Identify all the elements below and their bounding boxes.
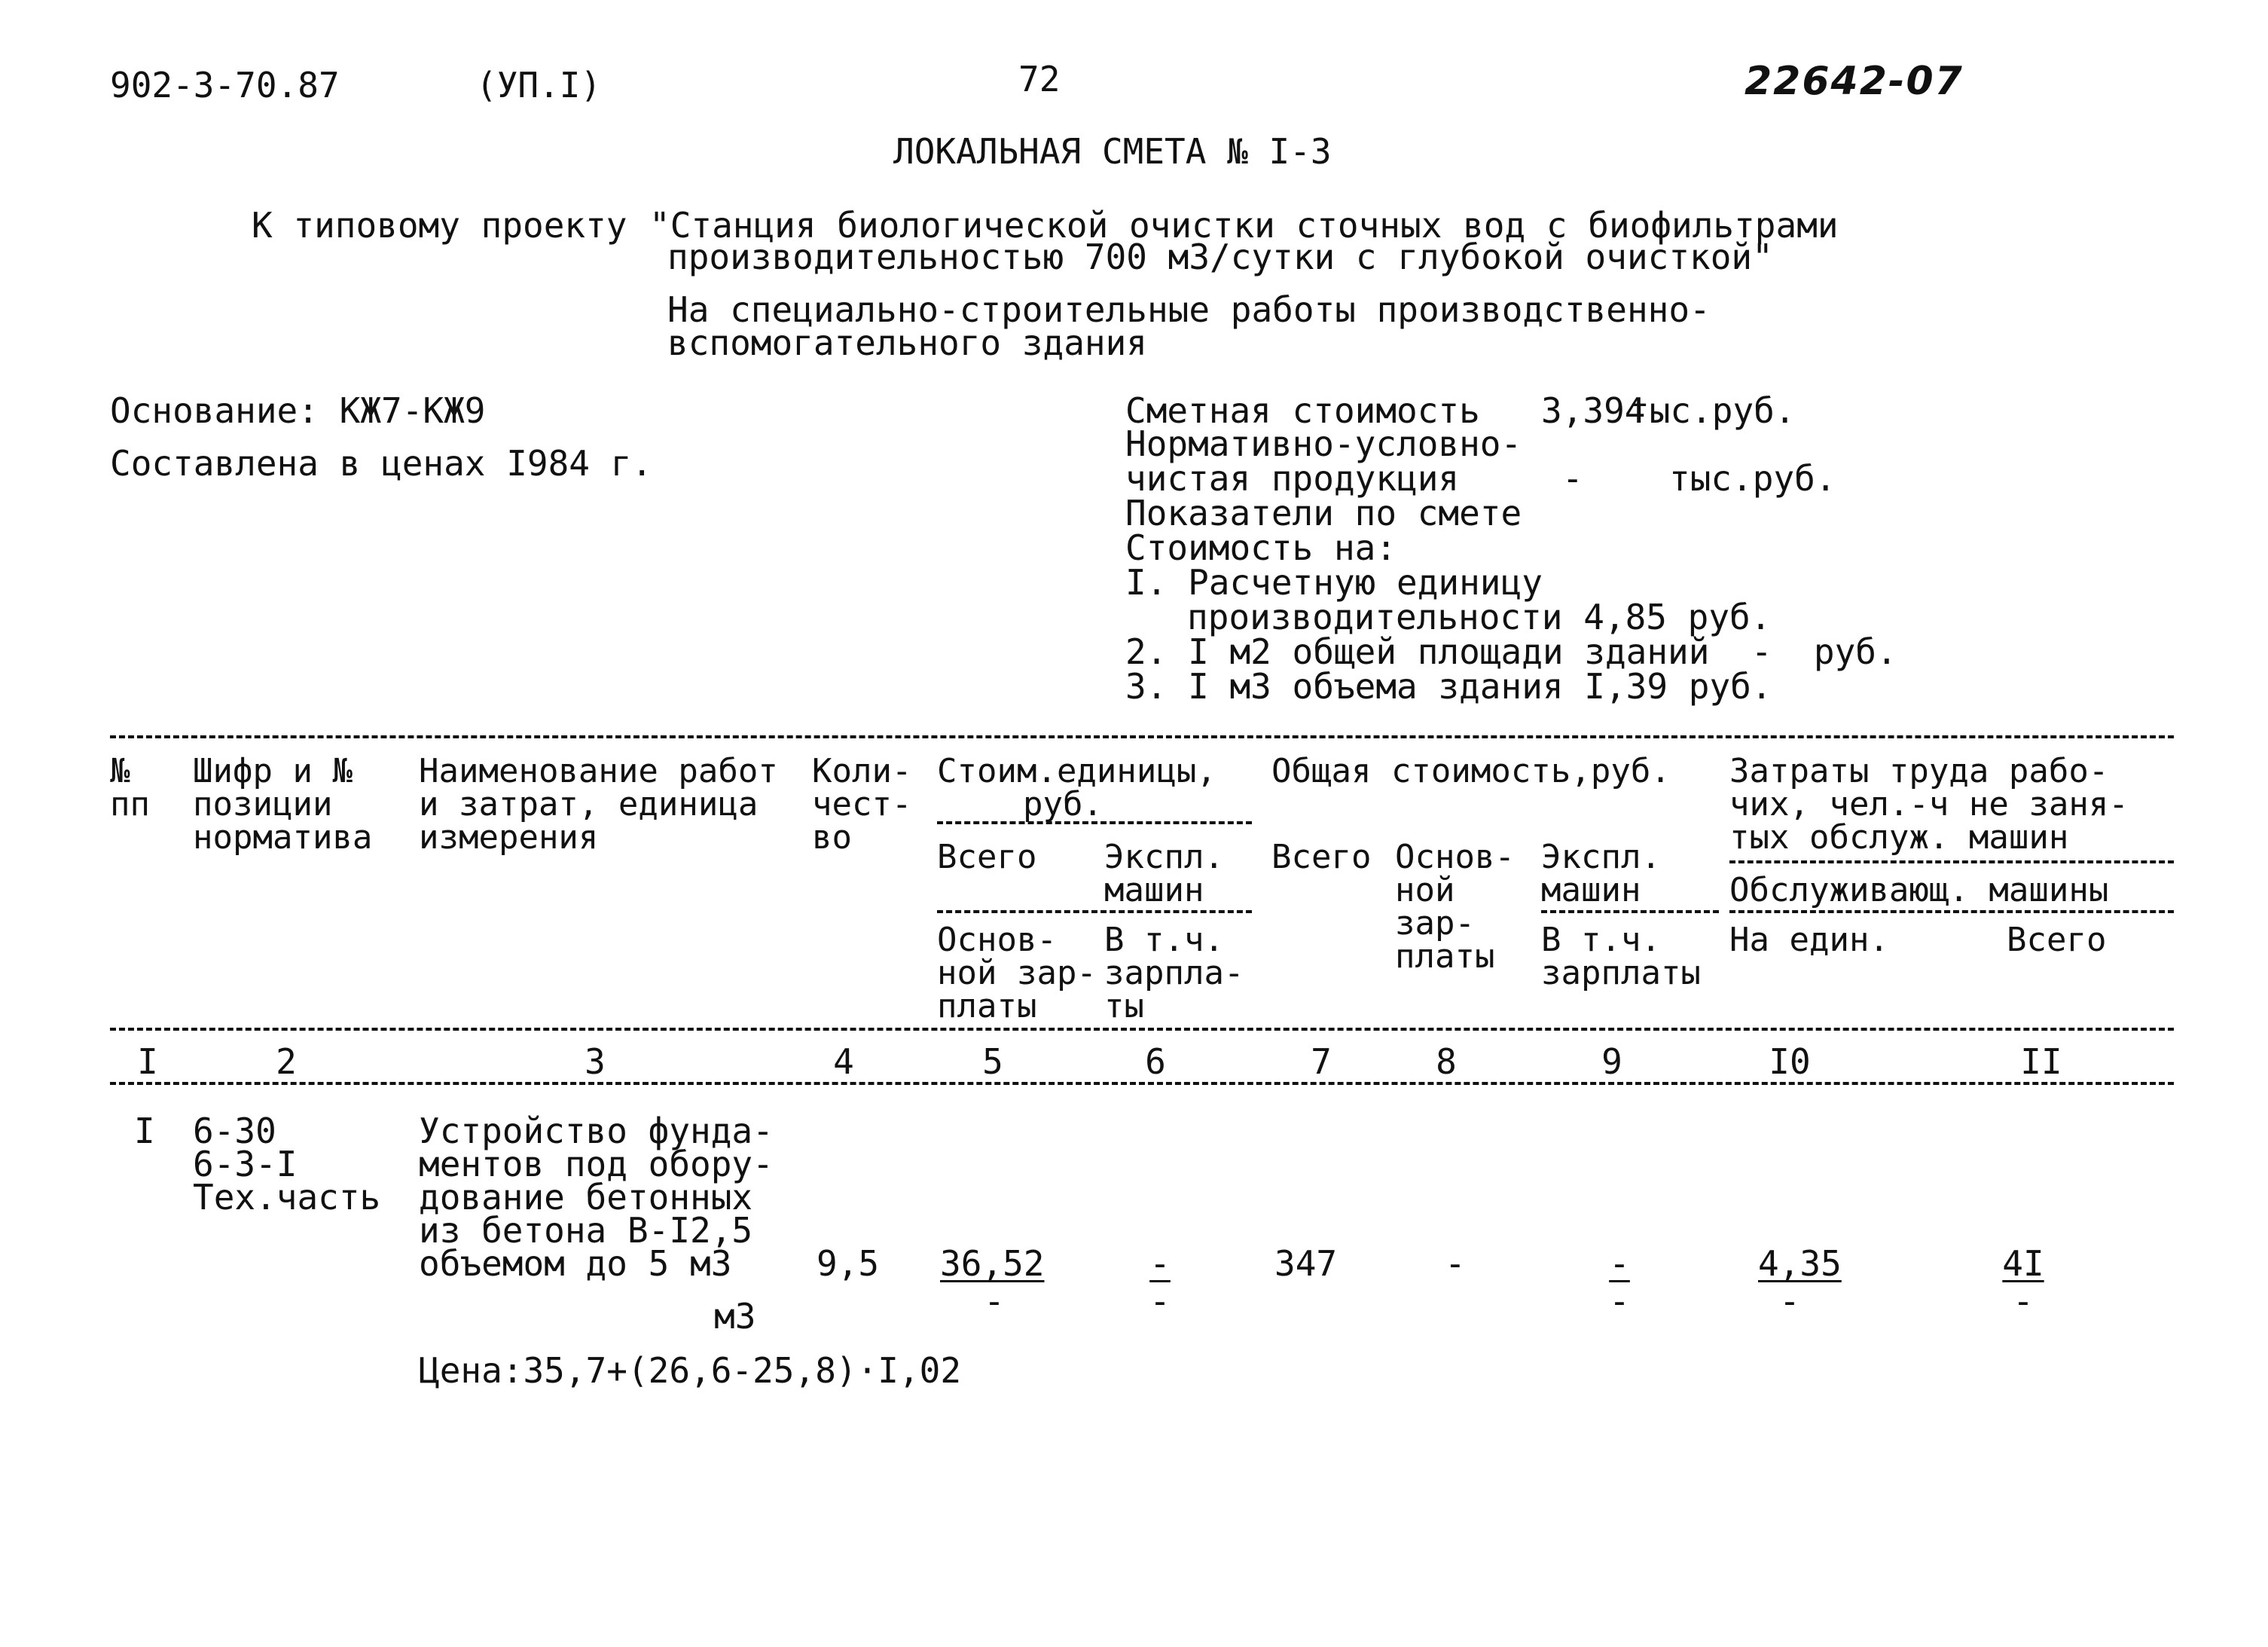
header-c6-bottom-1: В т.ч. (1104, 921, 1224, 959)
net-product-value: - (1562, 458, 1583, 499)
net-product-label-1: Нормативно-условно- (1125, 423, 1522, 464)
table-top-rule (110, 735, 2174, 738)
header-name-1: Наименование работ (419, 752, 778, 790)
header-qty-3: во (812, 818, 852, 857)
header-c10: На един. (1729, 921, 1889, 959)
header-c8-1: Основ- (1395, 838, 1515, 876)
row-name-5: объемом до 5 м3 (419, 1243, 732, 1284)
header-c6-bottom-2: зарпла- (1104, 954, 1244, 992)
header-name-3: измерения (419, 818, 599, 857)
row-price-formula: Цена:35,7+(26,6-25,8)·I,02 (419, 1350, 962, 1391)
header-c9-bottom-2: зарплаты (1541, 954, 1701, 992)
basis-drawings: Основание: КЖ7-КЖ9 (110, 390, 486, 431)
header-code-3: норматива (193, 818, 373, 857)
row-labor-per-unit-sub: - (1779, 1281, 1800, 1322)
col-number-5: 5 (982, 1041, 1003, 1082)
col-number-2: 2 (276, 1041, 297, 1082)
col-number-9: 9 (1601, 1041, 1622, 1082)
header-unit-cost-2: руб. (1023, 785, 1103, 824)
estimated-cost-value: 3,394 (1541, 390, 1646, 431)
row-code-2: 6-3-I (193, 1144, 298, 1184)
row-name-1: Устройство фунда- (419, 1111, 774, 1151)
serving-rule (1729, 910, 2174, 913)
row-name-4: из бетона В-I2,5 (419, 1210, 753, 1251)
row-labor-total-sub: - (2013, 1281, 2034, 1322)
total-cost-split-rule (1541, 910, 1719, 913)
row-labor-per-unit: 4,35 (1758, 1243, 1842, 1284)
col-number-6: 6 (1145, 1041, 1166, 1082)
work-type-line1: На специально-строительные работы производственно- (667, 289, 1711, 330)
header-labor-1: Затраты труда рабо- (1729, 752, 2109, 790)
col-number-7: 7 (1311, 1041, 1332, 1082)
project-name-line1: "Станция биологической очистки сточных вод с биофильтрами (649, 205, 1839, 246)
row-unit-wage: - (984, 1281, 1005, 1322)
header-c11: Всего (2007, 921, 2107, 959)
labor-group-rule (1729, 860, 2174, 863)
unit-cost-group-rule (937, 821, 1252, 824)
row-labor-total: 4I (2002, 1243, 2044, 1284)
header-num-1: № (110, 752, 130, 790)
project-name-line2: производительностью 700 м3/сутки с глубокой очисткой" (667, 237, 1773, 277)
header-total-cost: Общая стоимость,руб. (1271, 752, 1671, 790)
header-serving-machines: Обслуживающ. машины (1729, 871, 2109, 909)
row-unit-machines-wage: - (1149, 1281, 1171, 1322)
col-number-1: I (137, 1041, 158, 1082)
row-name-2: ментов под обору- (419, 1144, 774, 1184)
indicator-2: 2. I м2 общей площади зданий - руб. (1125, 631, 1897, 672)
estimated-cost-unit: тыс.руб. (1629, 390, 1796, 431)
row-quantity: 9,5 (817, 1243, 880, 1284)
row-code-3: Тех.часть (193, 1177, 381, 1218)
header-bottom-rule (110, 1028, 2174, 1031)
row-number: I (134, 1111, 155, 1151)
header-c9-top-2: машин (1541, 871, 1641, 909)
work-type-line2: вспомогательного здания (667, 322, 1147, 363)
row-name-3: дование бетонных (419, 1177, 753, 1218)
header-c5-bottom-1: Основ- (937, 921, 1057, 959)
header-num-2: пп (110, 785, 150, 824)
header-c5-bottom-3: платы (937, 987, 1037, 1025)
row-unit: м3 (714, 1296, 756, 1337)
col-number-10: I0 (1769, 1041, 1811, 1082)
row-total-machines-wage: - (1609, 1281, 1630, 1322)
document-code: 902-3-70.87 (110, 65, 340, 105)
header-c6-bottom-3: ты (1104, 987, 1144, 1025)
net-product-label-2: чистая продукция (1125, 458, 1460, 499)
header-c7: Всего (1271, 838, 1372, 876)
indicator-1-line1: I. Расчетную единицу (1125, 562, 1543, 603)
header-code-1: Шифр и № (193, 752, 353, 790)
header-c6-top-1: Экспл. (1104, 838, 1224, 876)
estimate-title: ЛОКАЛЬНАЯ СМЕТА № I-3 (893, 131, 1332, 172)
cost-per-label: Стоимость на: (1125, 527, 1397, 568)
inventory-number: 22642-07 (1744, 59, 1964, 104)
project-prefix: К типовому проекту (252, 205, 627, 246)
page-number: 72 (1018, 59, 1061, 99)
header-unit-cost-1: Стоим.единицы, (937, 752, 1216, 790)
header-c6-top-2: машин (1104, 871, 1204, 909)
col-number-8: 8 (1436, 1041, 1457, 1082)
row-unit-total: 36,52 (940, 1243, 1045, 1284)
col-number-11: II (2020, 1041, 2062, 1082)
header-labor-2: чих, чел.-ч не заня- (1729, 785, 2129, 824)
net-product-unit: тыс.руб. (1669, 458, 1836, 499)
album-number: (УП.I) (476, 65, 602, 105)
col-number-rule (110, 1082, 2174, 1085)
col-number-4: 4 (833, 1041, 854, 1082)
row-total-machines: - (1609, 1243, 1630, 1284)
header-c8-4: платы (1395, 937, 1495, 976)
header-c9-bottom-1: В т.ч. (1541, 921, 1661, 959)
row-code-1: 6-30 (193, 1111, 276, 1151)
col-number-3: 3 (585, 1041, 606, 1082)
price-level: Составлена в ценах I984 г. (110, 443, 653, 484)
header-c5-top: Всего (937, 838, 1037, 876)
row-total-wage: - (1445, 1243, 1466, 1284)
indicator-3: 3. I м3 объема здания I,39 руб. (1125, 666, 1772, 707)
row-unit-machines: - (1149, 1243, 1171, 1284)
header-c5-bottom-2: ной зар- (937, 954, 1097, 992)
header-code-2: позиции (193, 785, 333, 824)
header-qty-2: чест- (812, 785, 912, 824)
header-name-2: и затрат, единица (419, 785, 759, 824)
indicators-label: Показатели по смете (1125, 493, 1522, 533)
header-qty-1: Коли- (812, 752, 912, 790)
row-total: 347 (1274, 1243, 1338, 1284)
header-c8-3: зар- (1395, 904, 1475, 943)
unit-cost-split-rule (937, 910, 1252, 913)
header-c9-top-1: Экспл. (1541, 838, 1661, 876)
estimated-cost-label: Сметная стоимость (1125, 390, 1480, 431)
header-c8-2: ной (1395, 871, 1455, 909)
indicator-1-line2: производительности 4,85 руб. (1187, 597, 1772, 637)
header-labor-3: тых обслуж. машин (1729, 818, 2069, 857)
